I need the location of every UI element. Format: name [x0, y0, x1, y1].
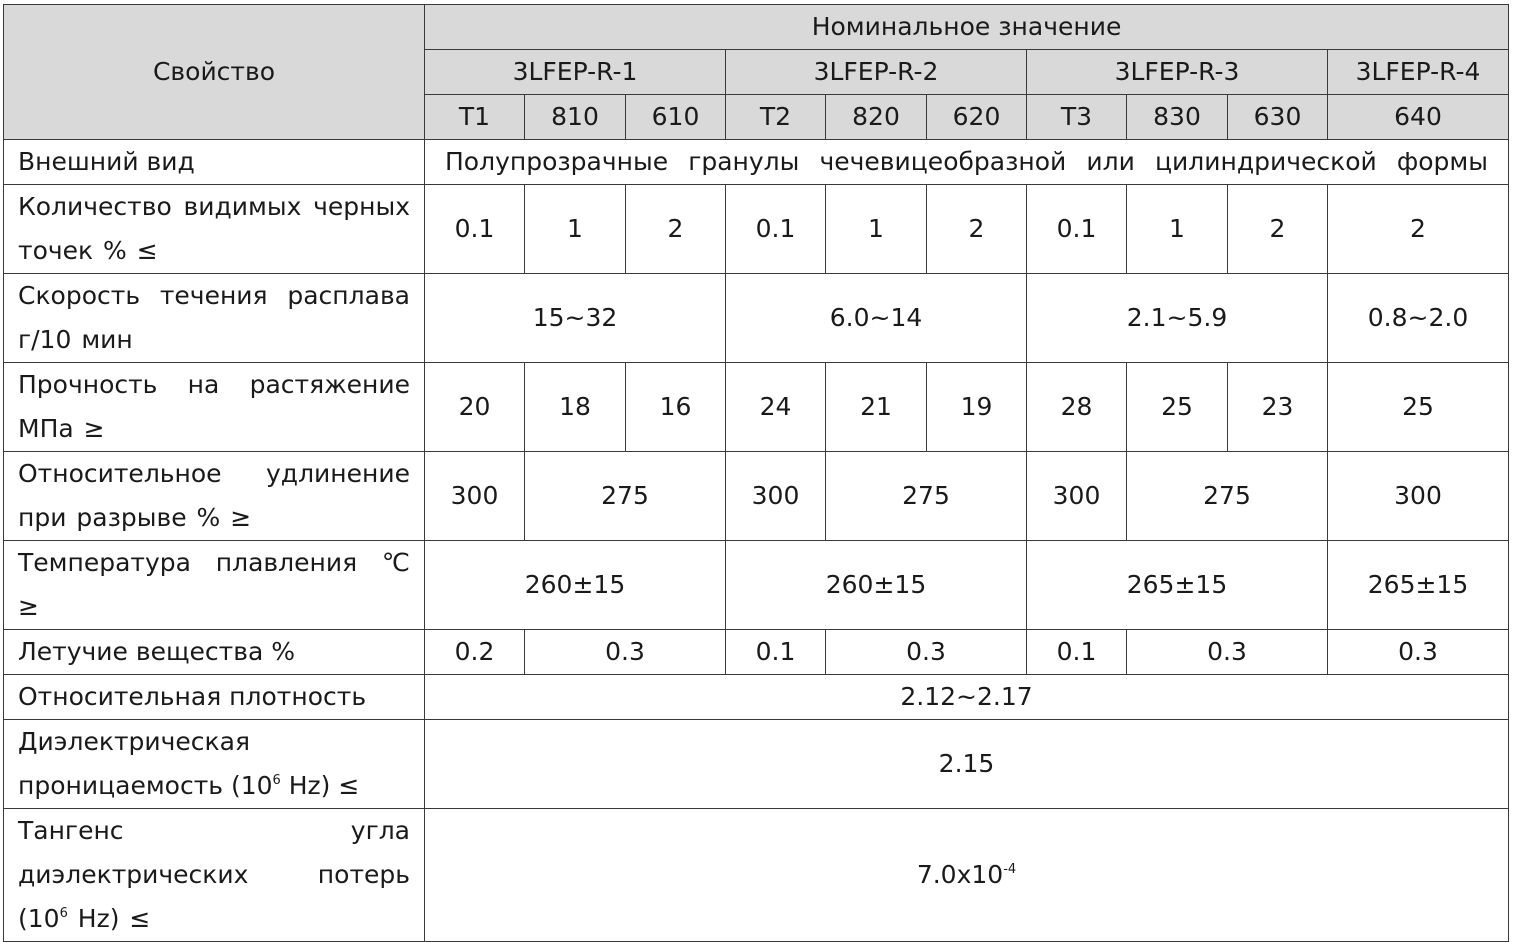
property-label: Количество видимых черных точек % ≤: [4, 185, 425, 274]
value-cell: 2.1~5.9: [1027, 274, 1328, 363]
subgrade-header: 640: [1328, 95, 1509, 140]
value-cell: 0.3: [1127, 630, 1328, 675]
grade-header: 3LFEP-R-1: [425, 50, 726, 95]
value-cell: 0.2: [425, 630, 525, 675]
property-header: Свойство: [4, 5, 425, 140]
value-cell: 18: [525, 363, 626, 452]
property-label: Летучие вещества %: [4, 630, 425, 675]
value-cell: 6.0~14: [726, 274, 1027, 363]
value-cell: 260±15: [726, 541, 1027, 630]
row-black-spots: [4, 185, 1509, 274]
row-elongation: [4, 452, 1509, 541]
property-label: Относительная плотность: [4, 675, 425, 720]
value-cell: 2: [927, 185, 1027, 274]
value-cell: 265±15: [1027, 541, 1328, 630]
value-cell: 2: [1328, 185, 1509, 274]
row-loss-tangent: [4, 809, 1509, 942]
row-melting-temp: [4, 541, 1509, 630]
value-cell: 21: [826, 363, 927, 452]
header-row-nominal: [4, 5, 1509, 50]
grade-header: 3LFEP-R-3: [1027, 50, 1328, 95]
value-cell: 300: [1328, 452, 1509, 541]
grade-header: 3LFEP-R-4: [1328, 50, 1509, 95]
value-cell: 25: [1328, 363, 1509, 452]
row-permittivity: [4, 720, 1509, 809]
subgrade-header: T1: [425, 95, 525, 140]
value-cell: 1: [525, 185, 626, 274]
value-cell: 24: [726, 363, 826, 452]
value-cell: 28: [1027, 363, 1127, 452]
value-cell: 0.1: [1027, 630, 1127, 675]
subgrade-header: 620: [927, 95, 1027, 140]
label-line: Диэлектрическая: [18, 727, 250, 756]
value-cell: 0.1: [726, 185, 826, 274]
property-label: Относительное удлинение при разрыве % ≥: [4, 452, 425, 541]
nominal-value-header: Номинальное значение: [425, 5, 1509, 50]
label-line: Hz) ≤: [280, 771, 360, 800]
value-cell: 1: [1127, 185, 1228, 274]
value-cell: 20: [425, 363, 525, 452]
label-text: Тангенс угла диэлектрических потерь (10: [18, 816, 410, 933]
subgrade-header: T3: [1027, 95, 1127, 140]
value-cell: 2.15: [425, 720, 1509, 809]
value-cell: 300: [726, 452, 826, 541]
property-label: [4, 809, 425, 942]
value-base: 7.0x10: [916, 860, 1004, 889]
property-label: Скорость течения расплава г/10 мин: [4, 274, 425, 363]
label-text: Hz) ≤: [67, 904, 151, 933]
value-cell: 275: [826, 452, 1027, 541]
property-label: Прочность на растяжение МПа ≥: [4, 363, 425, 452]
value-cell: 265±15: [1328, 541, 1509, 630]
value-cell: 275: [1127, 452, 1328, 541]
exponent: 6: [272, 773, 281, 788]
value-cell: 0.1: [1027, 185, 1127, 274]
subgrade-header: 610: [626, 95, 726, 140]
value-cell: 2.12~2.17: [425, 675, 1509, 720]
value-cell: 19: [927, 363, 1027, 452]
value-cell: 2: [1228, 185, 1328, 274]
value-cell: 16: [626, 363, 726, 452]
value-cell: 300: [425, 452, 525, 541]
value-cell: 260±15: [425, 541, 726, 630]
value-cell: 0.8~2.0: [1328, 274, 1509, 363]
value-cell: 1: [826, 185, 927, 274]
row-tensile: [4, 363, 1509, 452]
label-line: проницаемость (10: [18, 771, 273, 800]
value-cell: 0.3: [525, 630, 726, 675]
row-volatiles: [4, 630, 1509, 675]
value-cell: 0.1: [726, 630, 826, 675]
value-cell: 0.3: [1328, 630, 1509, 675]
property-label: [4, 720, 425, 809]
value-cell: 275: [525, 452, 726, 541]
value-cell: 300: [1027, 452, 1127, 541]
subgrade-header: 820: [826, 95, 927, 140]
subgrade-header: 630: [1228, 95, 1328, 140]
exponent: -4: [1003, 862, 1017, 877]
value-cell: 0.3: [826, 630, 1027, 675]
value-cell: 2: [626, 185, 726, 274]
grade-header: 3LFEP-R-2: [726, 50, 1027, 95]
subgrade-header: 830: [1127, 95, 1228, 140]
spec-table-container: [3, 4, 1509, 942]
property-label: Внешний вид: [4, 140, 425, 185]
row-appearance: [4, 140, 1509, 185]
subgrade-header: T2: [726, 95, 826, 140]
row-density: [4, 675, 1509, 720]
property-label: Температура плавления ℃ ≥: [4, 541, 425, 630]
specification-table: [3, 4, 1509, 942]
row-melt-flow: [4, 274, 1509, 363]
value-cell: [425, 809, 1509, 942]
subgrade-header: 810: [525, 95, 626, 140]
appearance-value: Полупрозрачные гранулы чечевицеобразной или цилиндрической формы: [425, 140, 1509, 185]
value-cell: 25: [1127, 363, 1228, 452]
value-cell: 0.1: [425, 185, 525, 274]
value-cell: 23: [1228, 363, 1328, 452]
exponent: 6: [59, 906, 68, 921]
value-cell: 15~32: [425, 274, 726, 363]
